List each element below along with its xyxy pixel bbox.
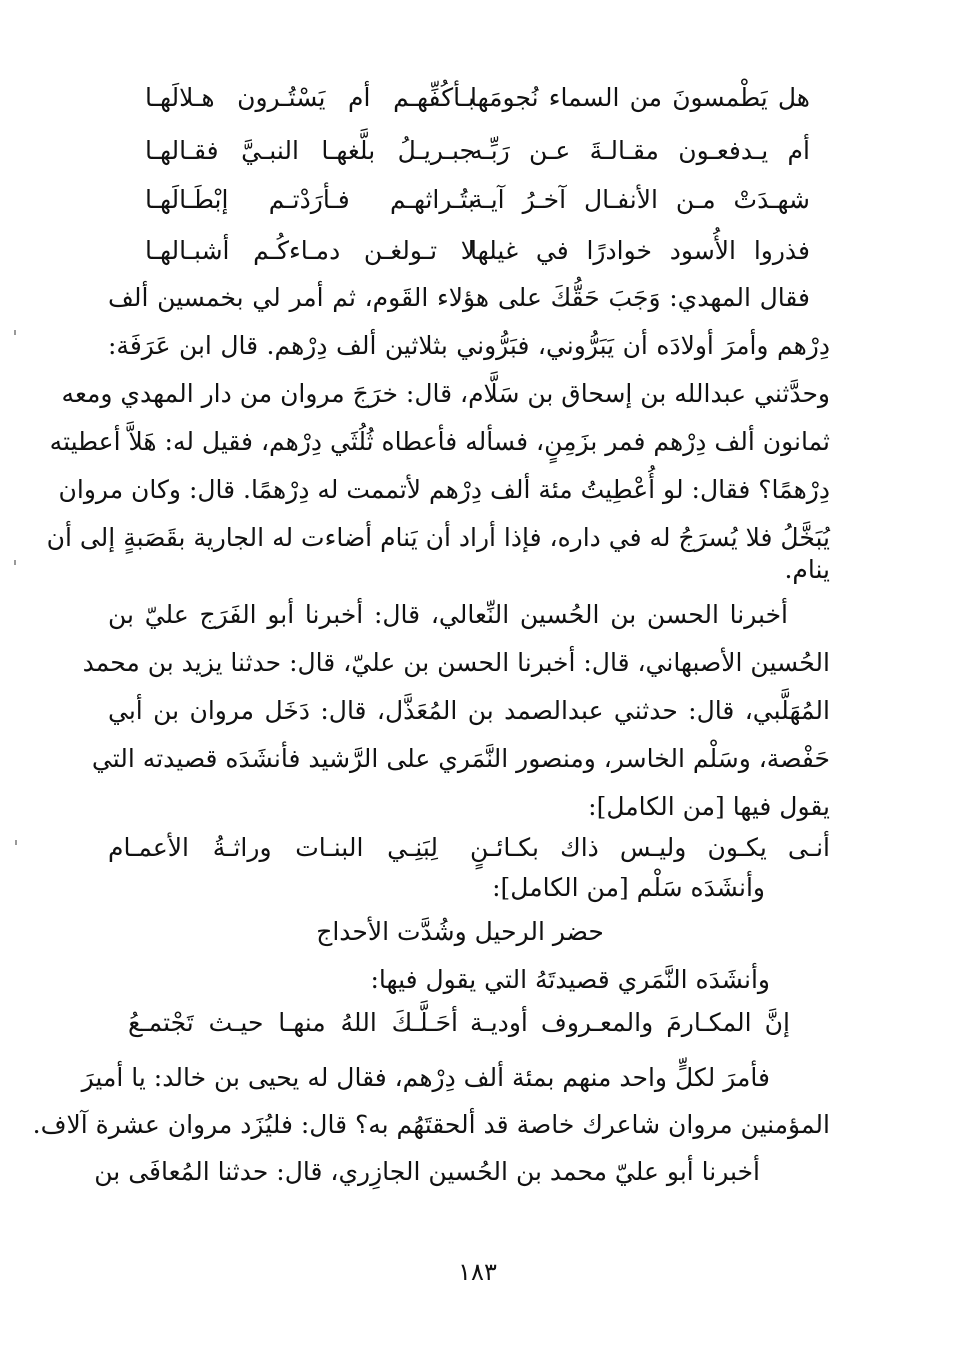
paragraph-line: فأمرَ لكلٍّ واحد منهم بمئة ألف دِرْهم، فقال له يحيى بن خالد: يا أميرَ xyxy=(81,1063,770,1092)
scan-mark xyxy=(15,840,17,845)
verse-line xyxy=(145,228,810,274)
paragraph-line: وحدَّثني عبدالله بن إسحاق بن سَلَّام، قال: خرَجَ مروان من دار المهدي ومعه xyxy=(61,379,830,408)
scan-mark xyxy=(14,560,16,565)
verse-line xyxy=(108,825,830,871)
poem-intro-line: وأنشَدَه سَلْم [من الكامل]: xyxy=(492,873,765,902)
verse-line xyxy=(145,128,810,174)
poem-intro-line: وأنشَدَه النَّمَري قصيدتَهُ التي يقول فيها: xyxy=(370,965,770,994)
single-hemistich: حضر الرحيل وشُدَّت الأحداج xyxy=(316,917,604,946)
paragraph-line: دِرْهم وأمرَ أولادَه أن يَبَرُّوني، فبَرُّوني بثلاثين ألف دِرْهم. قال ابن عَرَفَة: xyxy=(108,331,830,360)
verse-second-hemistich: لِبَنِـي البنـات وراثـةُ الأعمـام xyxy=(108,833,438,862)
verse-second-hemistich: جبـريـلُ بلَّغهـا النبـيَّ فقـالهـا xyxy=(145,136,475,165)
verse-line xyxy=(145,177,810,223)
paragraph-line: ينام. xyxy=(784,555,830,584)
paragraph-line: حَفْصة، وسَلْم الخاسر، ومنصور النَّمَري على الرَّشيد فأنشَدَه قصيدته التي xyxy=(91,744,830,773)
paragraph-line: فقال المهدي: وَجَبَ حَقُّكَ على هؤلاء القَوم، ثم أمر لي بخمسين ألف xyxy=(108,283,810,312)
verse-first-hemistich: أم يـدفعـون مقـالـةَ عـن رَبِّـه xyxy=(470,136,810,165)
paragraph-line: يُبَخَّلُ فلا يُسرَجُ له في داره، فإذا أراد أن يَنام أضاءت له الجارية بقَصَبةٍ إلى أن xyxy=(46,523,830,552)
paragraph-line: دِرْهمًا؟ فقال: لو أُعْطِيتُ مئة ألف دِرْهم لأتممت له دِرْهمًا. قال: وكان مروان xyxy=(58,475,830,504)
paragraph-line: المؤمنين مروان شاعرك خاصة قد ألحقتَهُم به؟ قال: فليُزَد مروان عشرة آلاف. xyxy=(32,1110,830,1139)
verse-first-hemistich: أنـى يكـون وليـس ذاك بكـائـنٍ xyxy=(470,833,830,862)
verse-line xyxy=(145,75,810,121)
paragraph-line: المُهَلَّبي، قال: حدثني عبدالصمد بن المُعَذَّل، قال: دَخَل مروان بن أبي xyxy=(108,696,830,725)
verse-first-hemistich: هل يَطْمسونَ من السماء نُجومَها xyxy=(470,83,810,112)
verse-second-hemistich: لا تـولغـن دمـاءكُـم أشبـالهـا xyxy=(145,236,475,265)
verse-first-hemistich: فذروا الأُسود خوادرًا في غيلها xyxy=(470,236,810,265)
verse-first-hemistich: شهـدَتْ مـن الأنفـال آخـرُ آيـة xyxy=(470,185,810,214)
verse-line xyxy=(128,1000,790,1046)
paragraph-line: أخبرنا أبو عليّ محمد بن الحُسين الجازِري، قال: حدثنا المُعافَى بن xyxy=(94,1157,760,1186)
page-number: ١٨٣ xyxy=(458,1258,497,1286)
paragraph-line: الحُسين الأصبهاني، قال: أخبرنا الحسن بن عليّ، قال: حدثنا يزيد بن محمد xyxy=(82,648,830,677)
verse-first-hemistich: إنَّ المكـارمَ والمعـروف أوديـة xyxy=(470,1008,790,1037)
paragraph-line: ثمانون ألف دِرْهم فمر بزَمِنٍ، فسأله فأعطاه ثُلُثَي دِرْهم، فقيل له: هَلاَّ أعطيته xyxy=(49,427,830,456)
paragraph-line: يقول فيها [من الكامل]: xyxy=(588,792,830,821)
scan-mark xyxy=(14,330,16,335)
verse-second-hemistich: بتُـراثهـم فـأرَدْتـم إبْطَـالَهـا xyxy=(145,185,475,214)
paragraph-line: أخبرنا الحسن بن الحُسين النِّعالي، قال: أخبرنا أبو الفَرَج عليّ بن xyxy=(108,600,788,629)
verse-second-hemistich: أحَـلَّـكَ اللهُ منهـا حيـث تَجْتمـعُ xyxy=(128,1008,458,1037)
verse-second-hemistich: بـأكُفِّهـم أم يَسْتُـرون هـلالَهـا xyxy=(145,83,475,112)
